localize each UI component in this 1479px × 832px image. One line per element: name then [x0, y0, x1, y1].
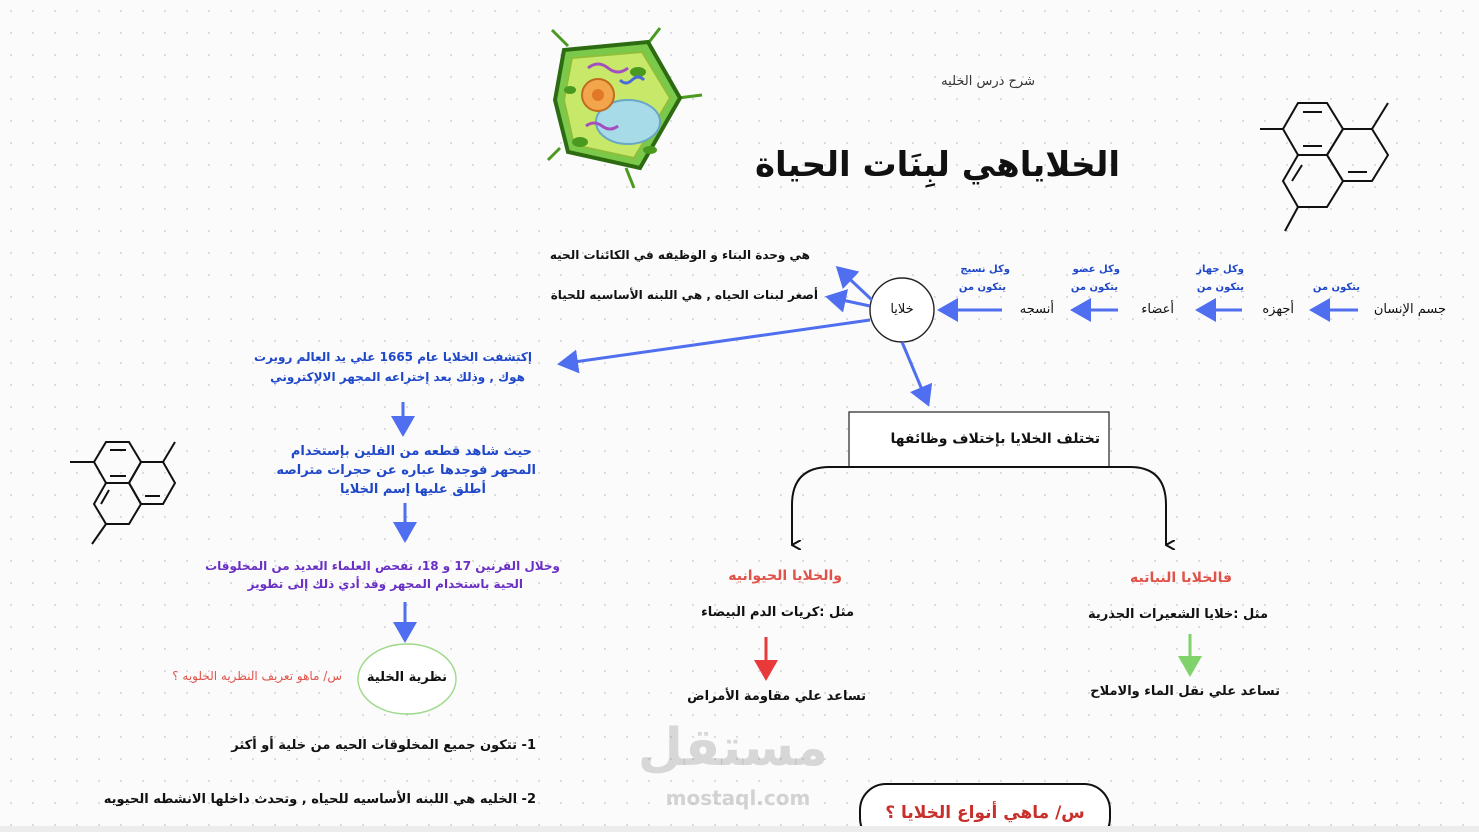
discovery-line-1: إكتشفت الخلايا عام 1665 علي يد العالم روبرت [254, 350, 532, 364]
theory-question: س/ ماهو تعريف النظريه الخلويه ؟ [172, 669, 342, 683]
theory-point-2: 2- الخليه هي اللبنه الأساسيه للحياه , وتحدث داخلها الانشطه الحيويه [103, 792, 536, 807]
types-box-label: تختلف الخلايا بإختلاف وظائفها [890, 431, 1100, 447]
centuries-line-2: الحية باستخدام المجهر وقد أدي ذلك إلى تطوير [247, 577, 523, 591]
chain-systems: أجهزه [1262, 302, 1294, 317]
animal-cells-function: تساعد علي مقاومة الأمراض [687, 689, 866, 704]
definition-2: أصغر لبنات الحياه , هي اللبنه الأساسيه للحياة [550, 288, 818, 302]
branch-to-animal [792, 467, 978, 545]
molecule-icon-left [70, 442, 175, 544]
watermark-arabic: مستقل [637, 718, 828, 778]
theory-label: نظرية الخلية [366, 670, 448, 685]
branch-to-plant [978, 467, 1166, 545]
arrow-cells-to-def2 [828, 297, 870, 306]
plant-cell-icon [548, 28, 702, 188]
chain-each-tissue: وكل نسيج [960, 264, 1010, 275]
theory-point-1: 1- تتكون جميع المخلوقات الحيه من خلية أو أكثر [231, 738, 536, 753]
cork-line-2: المحهر فوجدها عباره عن حجرات متراصه [276, 463, 536, 478]
chain-consists-of-3: يتكون من [1070, 282, 1118, 293]
page-title: الخلاياهي لبِنَات الحياة [754, 145, 1120, 185]
chain-human-body: جسم الإنسان [1373, 302, 1446, 317]
plant-cells-title: فالخلايا النباتيه [1130, 570, 1232, 586]
bottom-bar [0, 826, 1479, 832]
animal-cells-title: والخلايا الحيوانيه [728, 568, 842, 584]
chain-organs: أعضاء [1141, 302, 1174, 317]
chain-cells: خلايا [890, 302, 914, 317]
cork-line-3: أطلق عليها إسم الخلايا [339, 482, 486, 497]
watermark-latin: mostaql.com [665, 786, 811, 810]
cork-line-1: حيث شاهد قطعه من الفلين بإستخدام [290, 444, 532, 459]
arrow-cells-to-types [902, 342, 928, 404]
chain-each-organ: وكل عضو [1072, 264, 1120, 275]
chain-consists-of-1: يتكون من [1312, 282, 1360, 293]
page-subtitle: شرح درس الخليه [941, 74, 1035, 89]
chain-tissues: أنسجه [1019, 302, 1054, 317]
chain-consists-of-4: يتكون من [958, 282, 1006, 293]
animal-cells-example: مثل :كريات الدم البيضاء [701, 605, 854, 620]
plant-cells-example: مثل :خلايا الشعيرات الجذرية [1087, 607, 1268, 622]
types-question: س/ ماهي أنواع الخلايا ؟ [885, 803, 1085, 823]
discovery-line-2: هوك , وذلك بعد إختراعه المجهر الالإكتروني [270, 370, 525, 384]
chain-consists-of-2: يتكون من [1196, 282, 1244, 293]
plant-cells-function: تساعد علي نقل الماء والاملاح [1090, 684, 1280, 699]
molecule-icon-top-right [1260, 103, 1388, 231]
centuries-line-1: وخلال القرنين 17 و 18، تفحص العلماء العديد من المخلوقات [205, 559, 560, 573]
definition-1: هي وحدة البناء و الوظيفه في الكائنات الحيه [549, 248, 810, 262]
arrow-cells-to-def1 [838, 268, 872, 300]
chain-each-system: وكل جهاز [1196, 264, 1244, 275]
arrow-cells-to-discovery [560, 320, 870, 364]
